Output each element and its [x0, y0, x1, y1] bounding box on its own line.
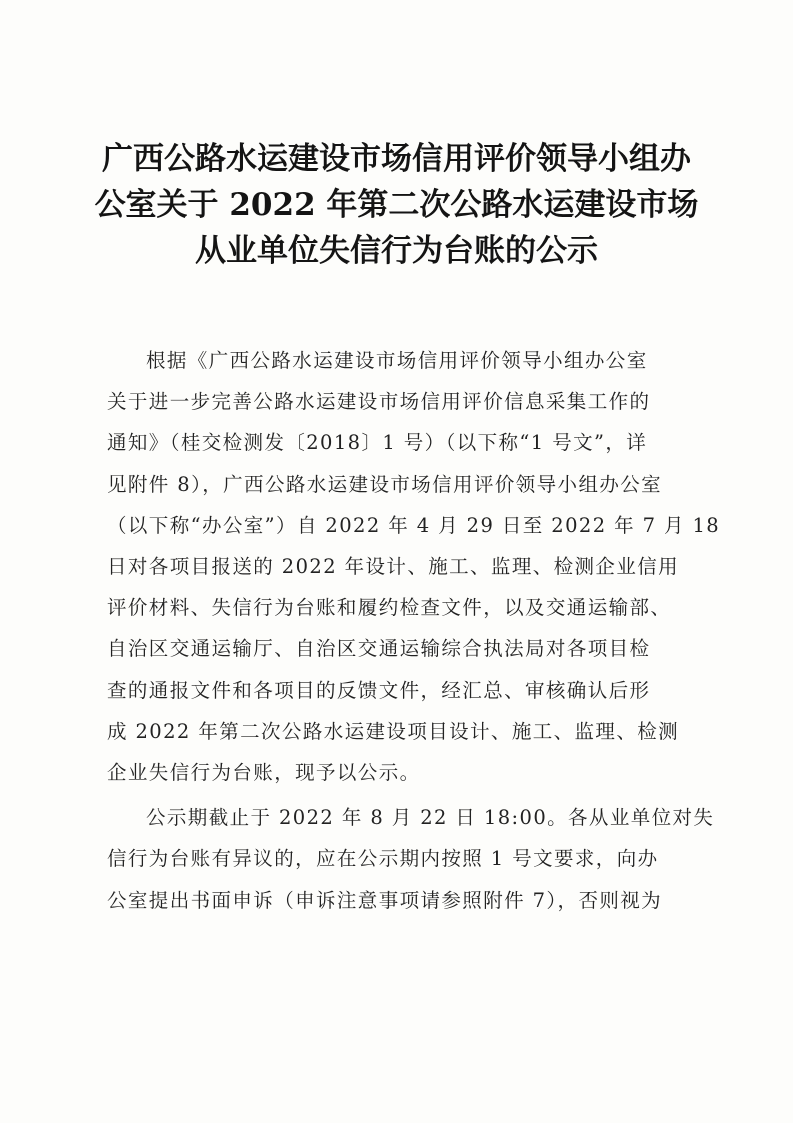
text-line: 自治区交通运输厅、自治区交通运输综合执法局对各项目检	[107, 637, 651, 661]
title-line: 公室关于 2022 年第二次公路水运建设市场	[94, 187, 699, 223]
text-line: 信行为台账有异议的，应在公示期内按照 1 号文要求，向办	[107, 847, 659, 871]
text-line: 根据《广西公路水运建设市场信用评价领导小组办公室	[146, 349, 648, 372]
text-line: 公示期截止于 2022 年 8 月 22 日 18:00。各从业单位对失	[146, 806, 715, 830]
title-line: 从业单位失信行为台账的公示	[195, 233, 598, 269]
text-line: 日对各项目报送的 2022 年设计、施工、监理、检测企业信用	[107, 555, 680, 579]
text-line: 企业失信行为台账，现予以公示。	[107, 761, 421, 785]
paragraph-1	[107, 340, 721, 793]
text-line: 成 2022 年第二次公路水运建设项目设计、施工、监理、检测	[107, 719, 680, 743]
text-line: 见附件 8），广西公路水运建设市场信用评价领导小组办公室	[107, 472, 663, 496]
paragraph-2	[107, 797, 715, 921]
text-line: 查的通报文件和各项目的反馈文件，经汇总、审核确认后形	[107, 678, 651, 702]
title-line: 广西公路水运建设市场信用评价领导小组办	[102, 141, 691, 177]
text-line: （以下称“办公室”）自 2022 年 4 月 29 日至 2022 年 7 月 18	[107, 513, 721, 537]
text-line: 公室提出书面申诉（申诉注意事项请参照附件 7），否则视为	[107, 888, 663, 912]
document-body	[107, 340, 721, 921]
text-line: 评价材料、失信行为台账和履约检查文件，以及交通运输部、	[107, 596, 672, 620]
text-line: 关于进一步完善公路水运建设市场信用评价信息采集工作的	[107, 390, 651, 414]
document-title	[60, 136, 733, 274]
text-line: 通知》（桂交检测发〔2018〕1 号）（以下称“1 号文”，详	[107, 431, 648, 455]
